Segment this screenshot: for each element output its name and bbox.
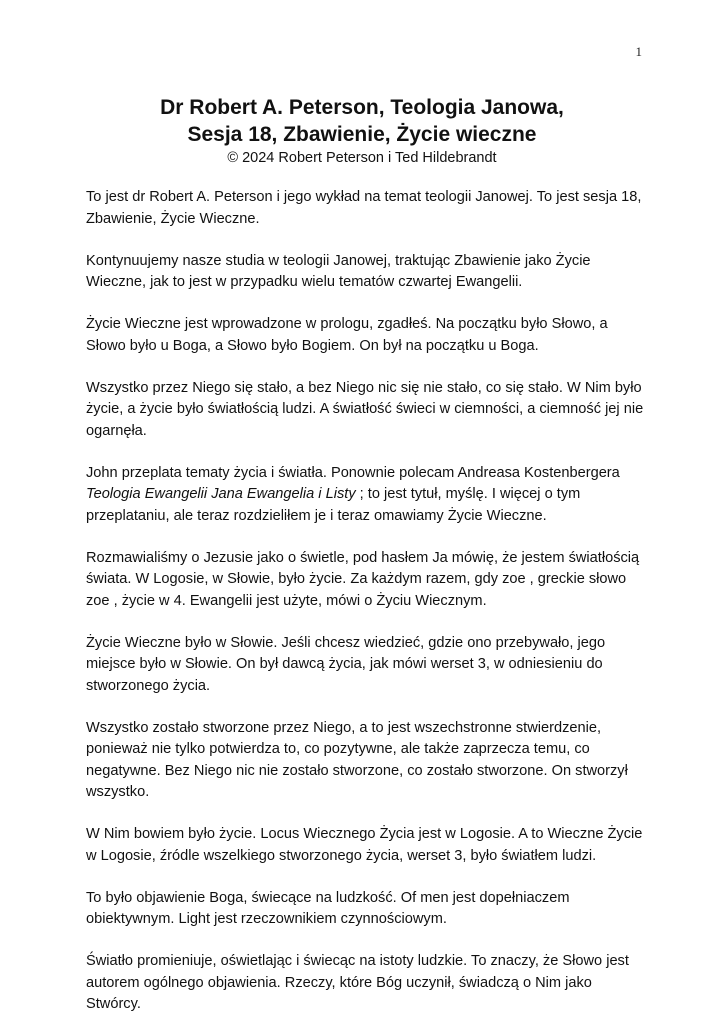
copyright-line: © 2024 Robert Peterson i Ted Hildebrandt (227, 150, 497, 166)
paragraph: To było objawienie Boga, świecące na ludzkość. Of men jest dopełniaczem obiektywnym. Light jest rzeczownikiem czynnościowym. (86, 889, 570, 927)
paragraph: Życie Wieczne było w Słowie. Jeśli chcesz wiedzieć, gdzie ono przebywało, jego miejsce było w Słowie. On był dawcą życia, jak mówi werset 3, w odniesieniu do stworzonego życia. (86, 634, 606, 694)
title-line-2: Sesja 18, Zbawienie, Życie wieczne (187, 123, 537, 146)
book-title: Teologia Ewangelii Jana Ewangelia i Listy (86, 486, 356, 502)
paragraph: Życie Wieczne jest wprowadzone w prologu, zgadłeś. Na początku było Słowo, a Słowo było u Boga, a Słowo było Bogiem. On był na początku u Boga. (86, 316, 608, 354)
paragraph-text-after: ; to jest tytuł, myślę. I więcej o tym przeplataniu, ale teraz rozdzieliłem je i teraz omawiamy Życie Wieczne. (86, 486, 581, 524)
page-number: 1 (635, 44, 642, 59)
title-line-1: Dr Robert A. Peterson, Teologia Janowa, (160, 96, 564, 119)
paragraph-text-before: John przeplata tematy życia i światła. Ponownie polecam Andreasa Kostenbergera (86, 464, 620, 481)
body-text (86, 187, 646, 1036)
paragraph: Rozmawialiśmy o Jezusie jako o świetle, pod hasłem Ja mówię, że jestem światłością świata. W Logosie, w Słowie, było życie. Za każdym razem, gdy zoe , greckie słowo zoe , życie w 4. Ewangelii jest użyte, mówi o Życiu Wiecznym. (86, 549, 640, 609)
paragraph-with-book-title (86, 463, 646, 528)
paragraph: Wszystko zostało stworzone przez Niego, a to jest wszechstronne stwierdzenie, ponieważ nie tylko potwierdza to, co pozytywne, ale także zaprzecza temu, co negatywne. Bez Niego nic nie zostało stworzone, co zostało stworzone. On stworzył wszystko. (86, 719, 628, 800)
paragraph: W Nim bowiem było życie. Locus Wiecznego Życia jest w Logosie. A to Wieczne Życie w Logosie, źródle wszelkiego stworzonego życia, werset 3, było światłem ludzi. (86, 826, 643, 864)
paragraph: Kontynuujemy nasze studia w teologii Janowej, traktując Zbawienie jako Życie Wieczne, jak to jest w przypadku wielu tematów czwartej Ewangelii. (86, 252, 591, 290)
paragraph: To jest dr Robert A. Peterson i jego wykład na temat teologii Janowej. To jest sesja 18, Zbawienie, Życie Wieczne. (86, 189, 642, 227)
paragraph: Światło promieniuje, oświetlając i świecąc na istoty ludzkie. To znaczy, że Słowo jest autorem ogólnego objawienia. Rzeczy, które Bóg uczynił, świadczą o Nim jako Stwórcy. (86, 953, 629, 1012)
title-block (0, 94, 724, 168)
paragraph: Wszystko przez Niego się stało, a bez Niego nic się nie stało, co się stało. W Nim było życie, a życie było światłością ludzi. A światłość świeci w ciemności, a ciemność jej nie ogarnęła. (86, 379, 644, 439)
